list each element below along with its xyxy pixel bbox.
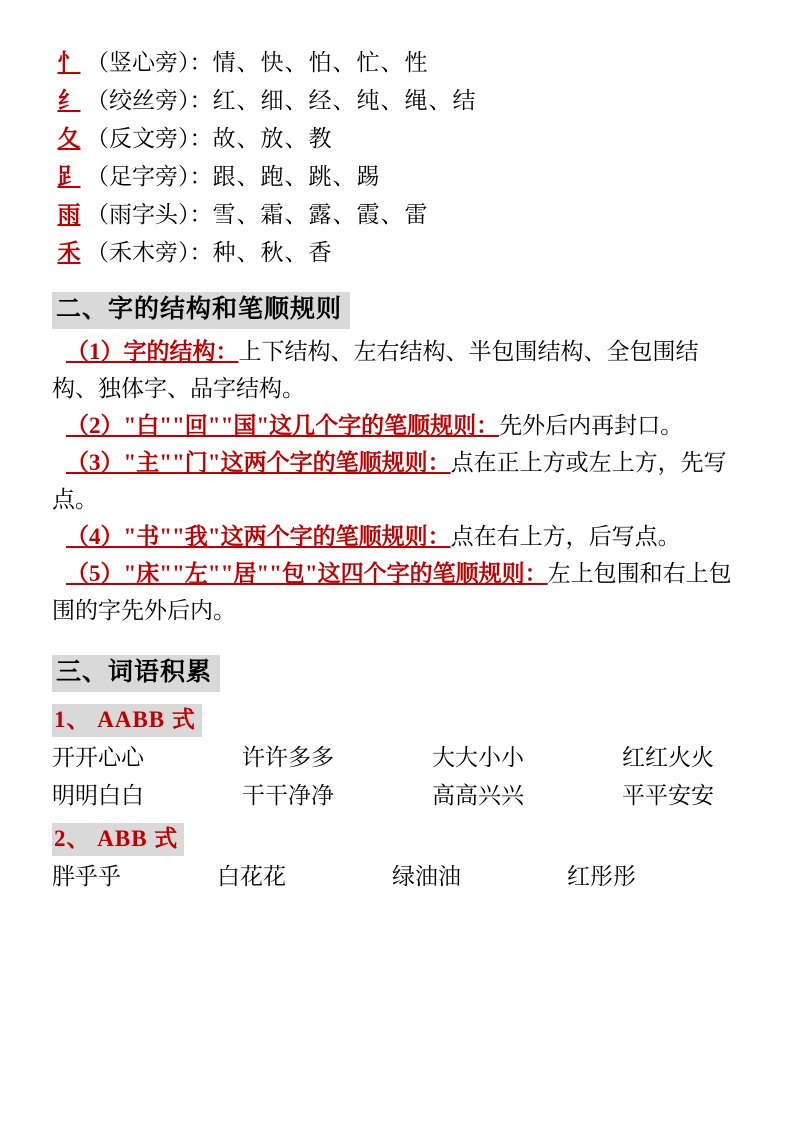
rule-continuation: 围和右上包围的字先外后内。 — [52, 561, 732, 623]
word-item: 开开心心 — [52, 745, 144, 770]
rule-continuation: 全包围结构、独体字、品字结构。 — [52, 339, 699, 401]
rule-lead: （3）"主""门"这两个字的笔顺规则： — [66, 450, 451, 475]
rule-item — [52, 555, 741, 629]
radical-character: 忄 — [57, 50, 81, 75]
word-item: 胖乎乎 — [52, 864, 121, 889]
radical-examples: 雪、霜、露、霞、雷 — [212, 202, 429, 227]
rule-item — [52, 333, 741, 407]
radical-character: 禾 — [57, 240, 81, 265]
radical-examples: 红、细、经、纯、绳、结 — [212, 88, 477, 113]
word-item: 平平安安 — [622, 783, 714, 808]
rule-item — [52, 518, 741, 555]
radical-row — [52, 120, 741, 158]
rule-item — [52, 444, 741, 518]
radical-character: 雨 — [57, 202, 81, 227]
radical-name: （反文旁）： — [86, 126, 213, 151]
section-heading-two: 二、字的结构和笔顺规则 — [52, 292, 350, 329]
radical-row — [52, 196, 741, 234]
rule-lead: （5）"床""左""居""包"这四个字的笔顺规则： — [66, 561, 548, 586]
word-item: 明明白白 — [52, 783, 144, 808]
word-item: 白花花 — [217, 864, 286, 889]
radical-name: （足字旁）： — [86, 164, 213, 189]
rule-continuation: 封口。 — [614, 413, 684, 438]
radical-name: （雨字头）： — [86, 202, 213, 227]
word-item: 绿油油 — [392, 864, 461, 889]
word-item: 许许多多 — [242, 745, 334, 770]
radical-row — [52, 158, 741, 196]
rule-lead: （4）"书""我"这两个字的笔顺规则： — [66, 524, 451, 549]
word-group-abb — [52, 815, 741, 896]
radical-row — [52, 44, 741, 82]
rule-tail: 点在右上方，后 — [450, 524, 612, 549]
radical-name: （竖心旁）： — [86, 50, 213, 75]
radical-examples: 跟、跑、跳、踢 — [212, 164, 381, 189]
word-item: 大大小小 — [432, 745, 524, 770]
rule-tail: 点在正上方或左 — [450, 450, 612, 475]
word-item: 红红火火 — [622, 745, 714, 770]
radical-examples: 情、快、怕、忙、性 — [212, 50, 429, 75]
radical-character: 纟 — [57, 88, 81, 113]
radical-name: （绞丝旁）： — [86, 88, 213, 113]
word-group-aabb — [52, 696, 741, 815]
word-item: 干干净净 — [242, 783, 334, 808]
rule-continuation: 写点。 — [611, 524, 681, 549]
word-item: 红彤彤 — [567, 864, 636, 889]
rule-lead: （2）"白""回""国"这几个字的笔顺规则： — [66, 413, 500, 438]
rule-tail: 左上包 — [547, 561, 617, 586]
radical-row — [52, 82, 741, 120]
radical-examples: 故、放、教 — [212, 126, 333, 151]
section-heading-three: 三、词语积累 — [52, 655, 220, 692]
word-grid — [52, 858, 741, 896]
rule-continuation: 上方，先写点。 — [52, 450, 727, 512]
radical-row — [52, 234, 741, 272]
word-grid — [52, 739, 741, 815]
radical-character: 𧾷 — [57, 164, 81, 189]
radical-name: （禾木旁）： — [86, 240, 213, 265]
rule-tail: 先外后内再 — [499, 413, 615, 438]
word-group-label: 1、 AABB 式 — [52, 704, 202, 737]
radical-examples: 种、秋、香 — [212, 240, 333, 265]
rule-tail: 上下结构、左右结构、半包围结构、 — [238, 339, 607, 364]
radical-list — [52, 44, 741, 272]
rule-item — [52, 407, 741, 444]
radical-character: 夂 — [57, 126, 81, 151]
word-item: 高高兴兴 — [432, 783, 524, 808]
rules-list — [52, 333, 741, 629]
word-group-label: 2、 ABB 式 — [52, 823, 184, 856]
rule-lead: （1）字的结构： — [66, 339, 239, 364]
